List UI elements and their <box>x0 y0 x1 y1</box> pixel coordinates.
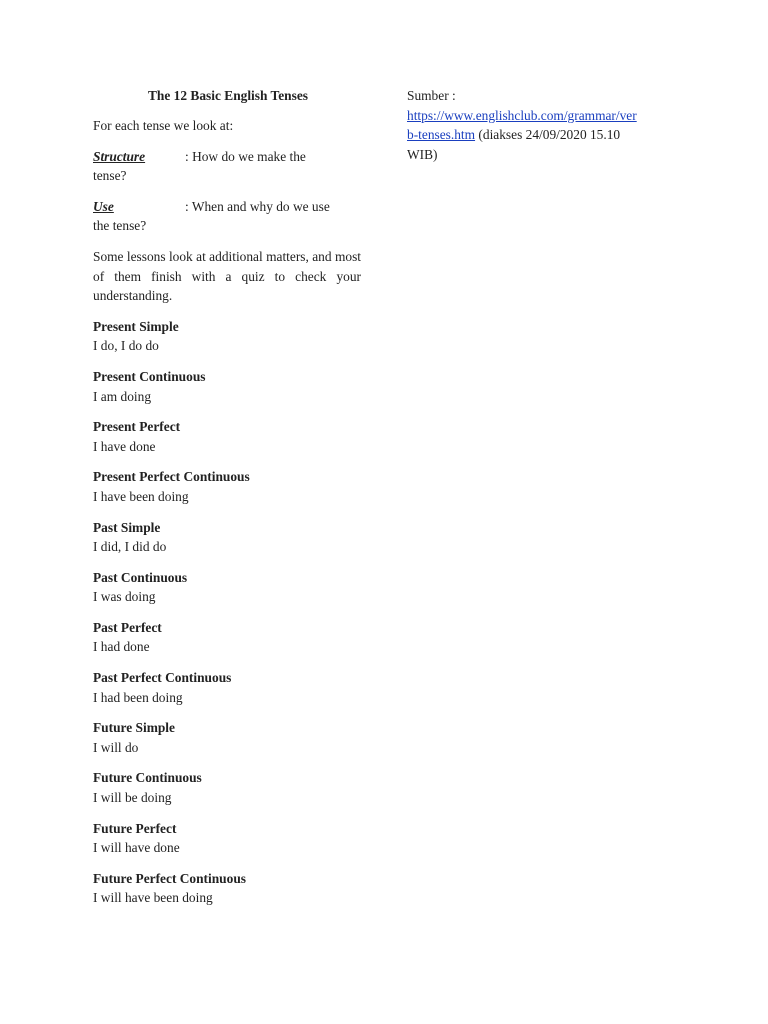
tense-example: I have been doing <box>93 488 189 504</box>
note-paragraph: Some lessons look at additional matters, and most of them finish with a quiz to check your understanding. <box>93 248 361 304</box>
tense-item <box>93 568 361 607</box>
definition-term: Structure <box>93 148 146 164</box>
document-title: The 12 Basic English Tenses <box>148 88 308 103</box>
intro-text: For each tense we look at: <box>93 118 234 133</box>
definition-text: : How do we make the <box>185 148 306 164</box>
tense-example: I had been doing <box>93 689 183 705</box>
main-column <box>93 86 361 908</box>
source-link-continuation[interactable]: b-tenses.htm <box>407 127 476 143</box>
tense-item <box>93 417 361 456</box>
definition-structure <box>93 147 361 186</box>
tense-item <box>93 869 361 908</box>
source-link[interactable]: https://www.englishclub.com/grammar/ver <box>407 107 637 123</box>
tense-item <box>93 317 361 356</box>
tense-example: I was doing <box>93 589 156 605</box>
tense-name: Past Perfect <box>93 619 162 635</box>
tense-item <box>93 367 361 406</box>
tense-name: Future Simple <box>93 720 175 736</box>
tense-item <box>93 819 361 858</box>
tense-example: I have done <box>93 438 156 454</box>
tense-name: Future Continuous <box>93 770 202 786</box>
tense-example: I did, I did do <box>93 539 167 555</box>
tense-item <box>93 718 361 757</box>
source-column <box>407 86 679 164</box>
definition-term: Use <box>93 198 114 214</box>
tense-name: Present Perfect Continuous <box>93 469 250 485</box>
tense-example: I will have been doing <box>93 890 213 906</box>
tense-item <box>93 668 361 707</box>
accessed-date: (diakses 24/09/2020 15.10 <box>475 127 621 143</box>
tense-example: I will do <box>93 739 139 755</box>
tense-example: I will be doing <box>93 790 172 806</box>
source-label: Sumber : <box>407 88 456 103</box>
definition-continuation: the tense? <box>93 218 147 234</box>
tense-example: I will have done <box>93 840 180 856</box>
tense-name: Present Perfect <box>93 419 181 435</box>
tense-item <box>93 768 361 807</box>
definition-text: : When and why do we use <box>185 198 330 214</box>
tense-name: Future Perfect <box>93 820 177 836</box>
tense-item <box>93 618 361 657</box>
tense-name: Past Perfect Continuous <box>93 670 232 686</box>
source-citation <box>407 106 679 165</box>
tense-name: Present Continuous <box>93 368 206 384</box>
definition-continuation: tense? <box>93 168 127 184</box>
tense-item <box>93 518 361 557</box>
accessed-date-continuation: WIB) <box>407 146 438 162</box>
tense-item <box>93 467 361 506</box>
tense-name: Past Continuous <box>93 569 188 585</box>
tense-name: Present Simple <box>93 318 179 334</box>
tense-example: I do, I do do <box>93 338 159 354</box>
tense-name: Future Perfect Continuous <box>93 870 246 886</box>
tense-example: I am doing <box>93 388 152 404</box>
tense-example: I had done <box>93 639 150 655</box>
definition-use <box>93 197 361 236</box>
tense-name: Past Simple <box>93 519 161 535</box>
